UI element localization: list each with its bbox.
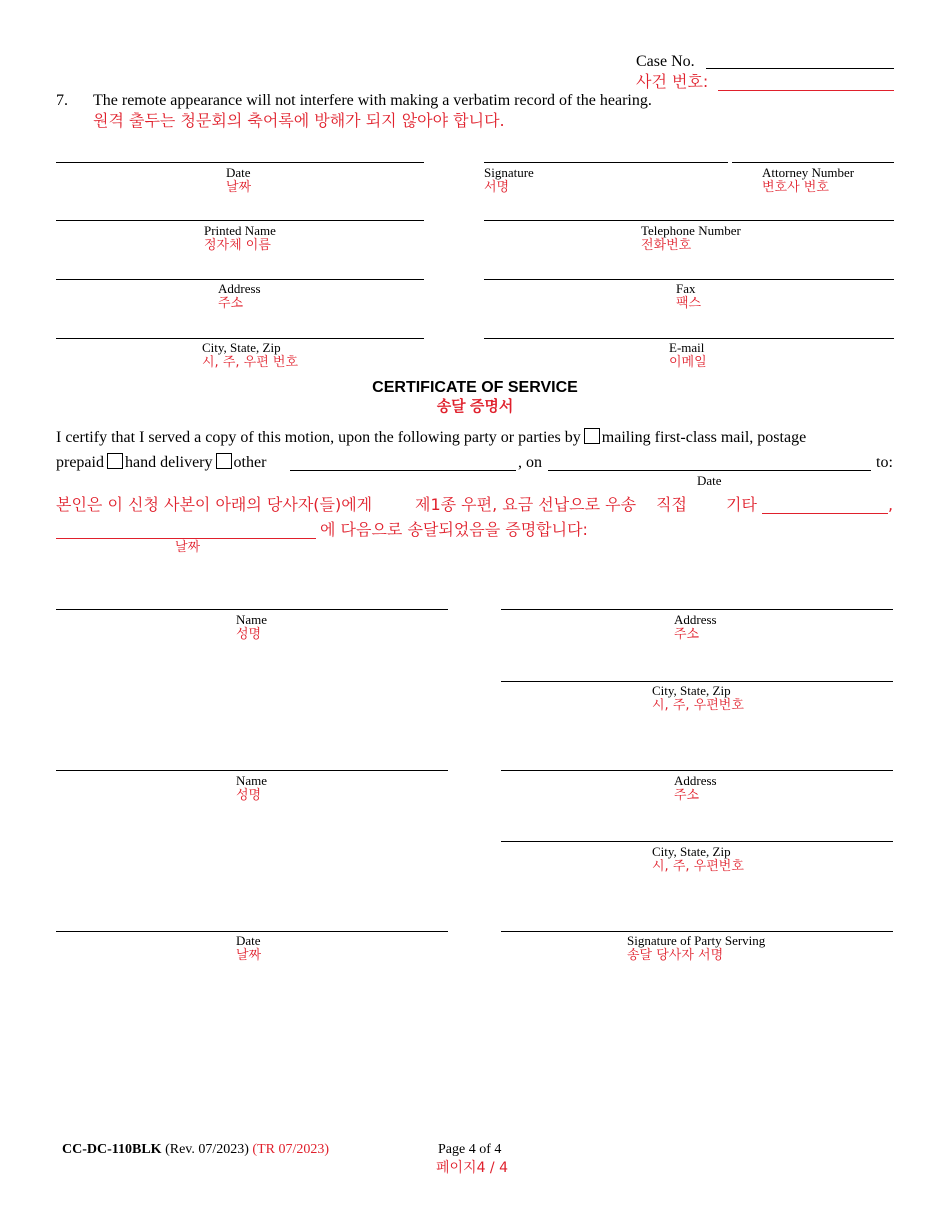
serving-signature-label: Signature of Party Serving [627,933,766,948]
party-2-name-label: Name [236,773,268,788]
party-2-name-field[interactable] [56,770,448,771]
party-1-address-field[interactable] [501,609,893,610]
form-revision: (Rev. 07/2023) [165,1142,249,1157]
signature-label-kr: 서명 [484,180,510,195]
to-label: to: [876,454,893,471]
case-no-field-kr [718,90,894,91]
email-field[interactable] [484,338,894,339]
final-date-label-kr: 날짜 [236,948,262,963]
item-7-number: 7. [56,92,68,109]
party-2-address-field[interactable] [501,770,893,771]
hand-delivery-label-kr: 직접 [656,495,687,514]
fax-label: Fax [676,281,696,296]
date-label-kr: 날짜 [226,180,252,195]
page-number: Page 4 of 4 [438,1142,502,1157]
other-checkbox[interactable] [216,453,232,469]
date-field[interactable] [56,162,424,163]
service-date-label-kr: 날짜 [175,540,201,555]
fax-label-kr: 팩스 [676,296,702,311]
item-7-text: The remote appearance will not interfere with making a verbatim record of the hearing. [93,92,652,109]
party-2-name-label-kr: 성명 [236,788,262,803]
city-label: City, State, Zip [202,340,281,355]
service-date-label: Date [697,473,722,488]
party-1-name-label: Name [236,612,268,627]
party-1-city-label-kr: 시, 주, 우편번호 [652,698,744,713]
certificate-line-2 [56,453,266,473]
certificate-line-1 [56,428,806,448]
address-label-kr: 주소 [218,296,244,311]
party-2-address-label: Address [674,773,717,788]
on-label: , on [518,454,542,471]
party-1-city-label: City, State, Zip [652,683,731,698]
service-date-field[interactable] [548,470,871,471]
case-no-label: Case No. [636,53,695,70]
case-no-label-kr: 사건 번호: [636,72,709,91]
certificate-title-kr: 송달 증명서 [436,398,514,415]
final-date-label: Date [236,933,261,948]
other-method-field[interactable] [290,470,516,471]
party-2-address-label-kr: 주소 [674,788,700,803]
city-label-kr: 시, 주, 우편 번호 [202,355,299,370]
email-label: E-mail [669,340,705,355]
certificate-line-1-text: I certify that I served a copy of this motion, upon the following party or parties by [56,429,581,446]
certificate-kr-line-1: 본인은 이 신청 사본이 아래의 당사자(들)에게 [56,495,373,514]
telephone-field[interactable] [484,220,894,221]
prepaid-label: prepaid [56,454,104,471]
email-label-kr: 이메일 [669,355,707,370]
party-1-name-label-kr: 성명 [236,627,262,642]
printed-name-field[interactable] [56,220,424,221]
address-field[interactable] [56,279,424,280]
mailing-checkbox[interactable] [584,428,600,444]
other-method-field-kr [762,513,888,514]
address-label: Address [218,281,261,296]
city-field[interactable] [56,338,424,339]
mailing-label: mailing first-class mail, postage [601,429,807,446]
final-date-field[interactable] [56,931,448,932]
form-id: CC-DC-110BLK [62,1142,162,1157]
party-2-city-field[interactable] [501,841,893,842]
other-label: other [233,454,267,471]
hand-delivery-checkbox[interactable] [107,453,123,469]
form-translation-revision: (TR 07/2023) [252,1142,330,1157]
signature-field[interactable] [484,162,728,163]
attorney-number-label-kr: 변호사 번호 [762,180,829,195]
telephone-label-kr: 전화번호 [641,238,692,253]
party-1-name-field[interactable] [56,609,448,610]
party-1-address-label: Address [674,612,717,627]
mailing-label-kr: 제1종 우편, 요금 선납으로 우송 [415,495,637,514]
certificate-title: CERTIFICATE OF SERVICE [372,379,578,396]
party-1-city-field[interactable] [501,681,893,682]
attorney-number-label: Attorney Number [762,165,855,180]
party-2-city-label: City, State, Zip [652,844,731,859]
serving-signature-field[interactable] [501,931,893,932]
attorney-number-field[interactable] [732,162,894,163]
signature-label: Signature [484,165,534,180]
other-label-kr: 기타 [726,495,757,514]
printed-name-label-kr: 정자체 이름 [204,238,271,253]
telephone-label: Telephone Number [641,223,741,238]
page-number-kr: 페이지4 / 4 [436,1160,509,1176]
case-no-field[interactable] [706,68,894,69]
certificate-kr-line-2: 에 다음으로 송달되었음을 증명합니다: [320,520,588,539]
form-id-line [62,1141,329,1159]
item-7-text-kr: 원격 출두는 청문회의 축어록에 방해가 되지 않아야 합니다. [93,111,505,130]
comma-kr: , [888,495,894,514]
date-label: Date [226,165,251,180]
printed-name-label: Printed Name [204,223,276,238]
service-date-field-kr [56,538,316,539]
party-1-address-label-kr: 주소 [674,627,700,642]
serving-signature-label-kr: 송달 당사자 서명 [627,948,724,963]
party-2-city-label-kr: 시, 주, 우편번호 [652,859,744,874]
fax-field[interactable] [484,279,894,280]
hand-delivery-label: hand delivery [124,454,213,471]
